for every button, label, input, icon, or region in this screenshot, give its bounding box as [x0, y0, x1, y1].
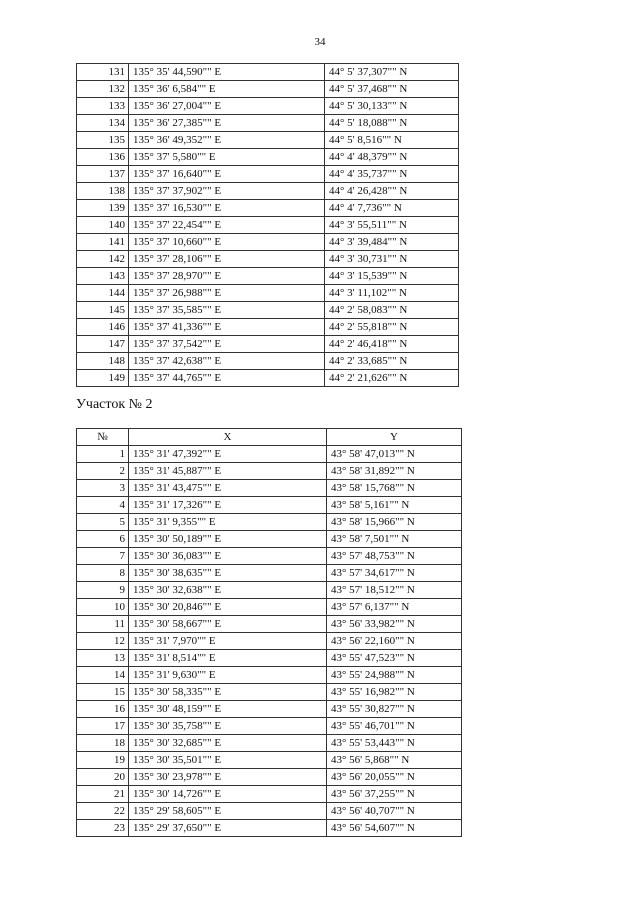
- point-number-cell: 15: [77, 684, 129, 701]
- x-coordinate-cell: 135° 37' 44,765"" E: [129, 370, 325, 387]
- table-row: [77, 234, 459, 251]
- section-heading: Участок № 2: [76, 397, 153, 412]
- y-coordinate-cell: 43° 56' 5,868"" N: [327, 752, 462, 769]
- y-coordinate-cell: 44° 2' 58,083"" N: [325, 302, 459, 319]
- table-row: [77, 302, 459, 319]
- y-coordinate-cell: 43° 56' 22,160"" N: [327, 633, 462, 650]
- table-row: [77, 183, 459, 200]
- point-number-cell: 132: [77, 81, 129, 98]
- point-number-cell: 14: [77, 667, 129, 684]
- table-row: [77, 98, 459, 115]
- point-number-cell: 146: [77, 319, 129, 336]
- point-number-cell: 22: [77, 803, 129, 820]
- x-coordinate-cell: 135° 29' 58,605"" E: [129, 803, 327, 820]
- point-number-cell: 147: [77, 336, 129, 353]
- y-coordinate-cell: 43° 55' 24,988"" N: [327, 667, 462, 684]
- x-coordinate-cell: 135° 37' 16,640"" E: [129, 166, 325, 183]
- point-number-cell: 137: [77, 166, 129, 183]
- table-row: [77, 786, 462, 803]
- point-number-cell: 7: [77, 548, 129, 565]
- y-coordinate-cell: 43° 58' 15,966"" N: [327, 514, 462, 531]
- point-number-cell: 136: [77, 149, 129, 166]
- x-coordinate-cell: 135° 30' 20,846"" E: [129, 599, 327, 616]
- x-coordinate-cell: 135° 37' 16,530"" E: [129, 200, 325, 217]
- table-row: [77, 200, 459, 217]
- y-coordinate-cell: 43° 57' 6,137"" N: [327, 599, 462, 616]
- y-coordinate-cell: 44° 3' 55,511"" N: [325, 217, 459, 234]
- x-coordinate-cell: 135° 36' 6,584"" E: [129, 81, 325, 98]
- table-row: [77, 64, 459, 81]
- table-row: [77, 81, 459, 98]
- table-row: [77, 684, 462, 701]
- table-row: [77, 718, 462, 735]
- x-coordinate-cell: 135° 37' 28,970"" E: [129, 268, 325, 285]
- column-header-number: №: [77, 429, 129, 446]
- table-row: [77, 370, 459, 387]
- y-coordinate-cell: 44° 5' 8,516"" N: [325, 132, 459, 149]
- point-number-cell: 138: [77, 183, 129, 200]
- y-coordinate-cell: 43° 56' 33,982"" N: [327, 616, 462, 633]
- x-coordinate-cell: 135° 30' 36,083"" E: [129, 548, 327, 565]
- table-row: [77, 803, 462, 820]
- point-number-cell: 144: [77, 285, 129, 302]
- column-header-y: Y: [327, 429, 462, 446]
- table-row: [77, 633, 462, 650]
- table-row: [77, 115, 459, 132]
- table-row: [77, 769, 462, 786]
- point-number-cell: 20: [77, 769, 129, 786]
- coordinates-table-body: [77, 446, 462, 837]
- table-row: [77, 531, 462, 548]
- table-row: [77, 268, 459, 285]
- point-number-cell: 145: [77, 302, 129, 319]
- point-number-cell: 1: [77, 446, 129, 463]
- x-coordinate-cell: 135° 30' 50,189"" E: [129, 531, 327, 548]
- x-coordinate-cell: 135° 37' 35,585"" E: [129, 302, 325, 319]
- y-coordinate-cell: 44° 3' 30,731"" N: [325, 251, 459, 268]
- point-number-cell: 141: [77, 234, 129, 251]
- point-number-cell: 133: [77, 98, 129, 115]
- y-coordinate-cell: 44° 3' 15,539"" N: [325, 268, 459, 285]
- y-coordinate-cell: 43° 55' 47,523"" N: [327, 650, 462, 667]
- table-row: [77, 132, 459, 149]
- point-number-cell: 11: [77, 616, 129, 633]
- table-row: [77, 565, 462, 582]
- point-number-cell: 16: [77, 701, 129, 718]
- table-row: [77, 820, 462, 837]
- x-coordinate-cell: 135° 37' 42,638"" E: [129, 353, 325, 370]
- x-coordinate-cell: 135° 37' 26,988"" E: [129, 285, 325, 302]
- point-number-cell: 23: [77, 820, 129, 837]
- point-number-cell: 2: [77, 463, 129, 480]
- point-number-cell: 131: [77, 64, 129, 81]
- y-coordinate-cell: 44° 2' 46,418"" N: [325, 336, 459, 353]
- y-coordinate-cell: 44° 2' 33,685"" N: [325, 353, 459, 370]
- table-row: [77, 650, 462, 667]
- x-coordinate-cell: 135° 37' 22,454"" E: [129, 217, 325, 234]
- point-number-cell: 9: [77, 582, 129, 599]
- point-number-cell: 4: [77, 497, 129, 514]
- y-coordinate-cell: 43° 57' 34,617"" N: [327, 565, 462, 582]
- x-coordinate-cell: 135° 37' 28,106"" E: [129, 251, 325, 268]
- x-coordinate-cell: 135° 29' 37,650"" E: [129, 820, 327, 837]
- coordinates-table-body: [77, 64, 459, 387]
- table-row: [77, 166, 459, 183]
- table-row: [77, 480, 462, 497]
- table-row: [77, 319, 459, 336]
- point-number-cell: 139: [77, 200, 129, 217]
- y-coordinate-cell: 44° 4' 48,379"" N: [325, 149, 459, 166]
- x-coordinate-cell: 135° 31' 8,514"" E: [129, 650, 327, 667]
- x-coordinate-cell: 135° 31' 7,970"" E: [129, 633, 327, 650]
- y-coordinate-cell: 44° 5' 18,088"" N: [325, 115, 459, 132]
- y-coordinate-cell: 44° 5' 37,468"" N: [325, 81, 459, 98]
- y-coordinate-cell: 43° 58' 31,892"" N: [327, 463, 462, 480]
- y-coordinate-cell: 43° 56' 37,255"" N: [327, 786, 462, 803]
- point-number-cell: 17: [77, 718, 129, 735]
- point-number-cell: 13: [77, 650, 129, 667]
- point-number-cell: 143: [77, 268, 129, 285]
- y-coordinate-cell: 44° 4' 35,737"" N: [325, 166, 459, 183]
- point-number-cell: 8: [77, 565, 129, 582]
- point-number-cell: 18: [77, 735, 129, 752]
- table-row: [77, 514, 462, 531]
- y-coordinate-cell: 43° 56' 40,707"" N: [327, 803, 462, 820]
- y-coordinate-cell: 44° 4' 7,736"" N: [325, 200, 459, 217]
- y-coordinate-cell: 44° 5' 37,307"" N: [325, 64, 459, 81]
- y-coordinate-cell: 44° 2' 21,626"" N: [325, 370, 459, 387]
- table-row: [77, 217, 459, 234]
- table-row: [77, 353, 459, 370]
- point-number-cell: 142: [77, 251, 129, 268]
- y-coordinate-cell: 44° 2' 55,818"" N: [325, 319, 459, 336]
- x-coordinate-cell: 135° 30' 32,638"" E: [129, 582, 327, 599]
- point-number-cell: 21: [77, 786, 129, 803]
- point-number-cell: 149: [77, 370, 129, 387]
- point-number-cell: 12: [77, 633, 129, 650]
- x-coordinate-cell: 135° 37' 37,902"" E: [129, 183, 325, 200]
- x-coordinate-cell: 135° 37' 10,660"" E: [129, 234, 325, 251]
- table-row: [77, 251, 459, 268]
- point-number-cell: 5: [77, 514, 129, 531]
- table-row: [77, 667, 462, 684]
- y-coordinate-cell: 43° 56' 54,607"" N: [327, 820, 462, 837]
- x-coordinate-cell: 135° 31' 9,355"" E: [129, 514, 327, 531]
- x-coordinate-cell: 135° 30' 23,978"" E: [129, 769, 327, 786]
- point-number-cell: 10: [77, 599, 129, 616]
- y-coordinate-cell: 43° 58' 15,768"" N: [327, 480, 462, 497]
- x-coordinate-cell: 135° 30' 35,501"" E: [129, 752, 327, 769]
- x-coordinate-cell: 135° 30' 14,726"" E: [129, 786, 327, 803]
- point-number-cell: 135: [77, 132, 129, 149]
- coordinates-table-section-2: [76, 428, 462, 837]
- y-coordinate-cell: 43° 58' 47,013"" N: [327, 446, 462, 463]
- x-coordinate-cell: 135° 30' 48,159"" E: [129, 701, 327, 718]
- x-coordinate-cell: 135° 37' 37,542"" E: [129, 336, 325, 353]
- x-coordinate-cell: 135° 35' 44,590"" E: [129, 64, 325, 81]
- page-number: 34: [314, 36, 326, 48]
- table-row: [77, 497, 462, 514]
- y-coordinate-cell: 43° 58' 7,501"" N: [327, 531, 462, 548]
- table-row: [77, 701, 462, 718]
- x-coordinate-cell: 135° 31' 9,630"" E: [129, 667, 327, 684]
- table-row: [77, 463, 462, 480]
- x-coordinate-cell: 135° 36' 27,385"" E: [129, 115, 325, 132]
- x-coordinate-cell: 135° 30' 38,635"" E: [129, 565, 327, 582]
- table-row: [77, 582, 462, 599]
- column-header-x: X: [129, 429, 327, 446]
- y-coordinate-cell: 43° 55' 46,701"" N: [327, 718, 462, 735]
- y-coordinate-cell: 44° 4' 26,428"" N: [325, 183, 459, 200]
- y-coordinate-cell: 43° 55' 16,982"" N: [327, 684, 462, 701]
- y-coordinate-cell: 43° 56' 20,055"" N: [327, 769, 462, 786]
- x-coordinate-cell: 135° 36' 27,004"" E: [129, 98, 325, 115]
- table-header-row: [77, 429, 462, 446]
- table-row: [77, 599, 462, 616]
- x-coordinate-cell: 135° 31' 43,475"" E: [129, 480, 327, 497]
- y-coordinate-cell: 43° 57' 18,512"" N: [327, 582, 462, 599]
- table-row: [77, 548, 462, 565]
- point-number-cell: 19: [77, 752, 129, 769]
- table-row: [77, 336, 459, 353]
- x-coordinate-cell: 135° 30' 35,758"" E: [129, 718, 327, 735]
- point-number-cell: 140: [77, 217, 129, 234]
- table-row: [77, 285, 459, 302]
- y-coordinate-cell: 43° 57' 48,753"" N: [327, 548, 462, 565]
- x-coordinate-cell: 135° 37' 41,336"" E: [129, 319, 325, 336]
- y-coordinate-cell: 43° 58' 5,161"" N: [327, 497, 462, 514]
- y-coordinate-cell: 43° 55' 30,827"" N: [327, 701, 462, 718]
- table-row: [77, 616, 462, 633]
- x-coordinate-cell: 135° 36' 49,352"" E: [129, 132, 325, 149]
- y-coordinate-cell: 43° 55' 53,443"" N: [327, 735, 462, 752]
- table-row: [77, 735, 462, 752]
- y-coordinate-cell: 44° 5' 30,133"" N: [325, 98, 459, 115]
- table-row: [77, 446, 462, 463]
- x-coordinate-cell: 135° 31' 17,326"" E: [129, 497, 327, 514]
- x-coordinate-cell: 135° 30' 32,685"" E: [129, 735, 327, 752]
- point-number-cell: 6: [77, 531, 129, 548]
- point-number-cell: 148: [77, 353, 129, 370]
- x-coordinate-cell: 135° 30' 58,335"" E: [129, 684, 327, 701]
- point-number-cell: 134: [77, 115, 129, 132]
- x-coordinate-cell: 135° 30' 58,667"" E: [129, 616, 327, 633]
- x-coordinate-cell: 135° 31' 45,887"" E: [129, 463, 327, 480]
- table-row: [77, 149, 459, 166]
- x-coordinate-cell: 135° 31' 47,392"" E: [129, 446, 327, 463]
- y-coordinate-cell: 44° 3' 11,102"" N: [325, 285, 459, 302]
- y-coordinate-cell: 44° 3' 39,484"" N: [325, 234, 459, 251]
- table-row: [77, 752, 462, 769]
- x-coordinate-cell: 135° 37' 5,580"" E: [129, 149, 325, 166]
- coordinates-table-section-1: [76, 63, 459, 387]
- point-number-cell: 3: [77, 480, 129, 497]
